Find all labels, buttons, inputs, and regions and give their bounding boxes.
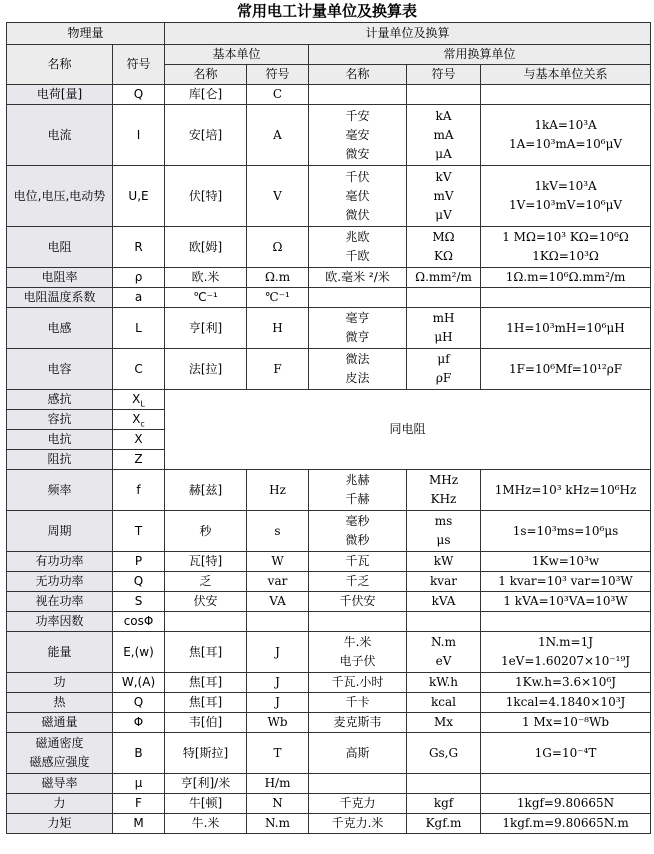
base-unit-symbol: Ω bbox=[247, 227, 309, 268]
quantity-name: 阻抗 bbox=[7, 450, 113, 470]
relation-to-base-unit: 1kgf.m=9.80665N.m bbox=[481, 814, 651, 834]
base-unit-symbol: Ω.m bbox=[247, 268, 309, 288]
relation-to-base-unit bbox=[481, 288, 651, 308]
quantity-symbol: Z bbox=[113, 450, 165, 470]
relation-to-base-unit: 1 MΩ=10³ KΩ=10⁶Ω 1KΩ=10³Ω bbox=[481, 227, 651, 268]
common-unit-name: 兆赫 千赫 bbox=[309, 470, 407, 511]
quantity-symbol: X bbox=[113, 430, 165, 450]
common-unit-name: 千克力 bbox=[309, 794, 407, 814]
common-unit-symbol: ms μs bbox=[407, 511, 481, 552]
header-quantity-name: 名称 bbox=[7, 45, 113, 85]
quantity-symbol: $X_L$ bbox=[113, 390, 165, 410]
base-unit-symbol: Wb bbox=[247, 713, 309, 733]
table-row bbox=[7, 612, 651, 632]
base-unit-symbol: H bbox=[247, 308, 309, 349]
base-unit-name: 瓦[特] bbox=[165, 552, 247, 572]
base-unit-name: ℃⁻¹ bbox=[165, 288, 247, 308]
base-unit-symbol: H/m bbox=[247, 774, 309, 794]
quantity-name: 电荷[量] bbox=[7, 85, 113, 105]
quantity-symbol: M bbox=[113, 814, 165, 834]
header-base-name: 名称 bbox=[165, 65, 247, 85]
base-unit-name bbox=[165, 612, 247, 632]
quantity-name: 力 bbox=[7, 794, 113, 814]
quantity-name: 电阻温度系数 bbox=[7, 288, 113, 308]
base-unit-symbol: A bbox=[247, 105, 309, 166]
quantity-name: 电感 bbox=[7, 308, 113, 349]
base-unit-symbol: J bbox=[247, 632, 309, 673]
common-unit-name: 兆欧 千欧 bbox=[309, 227, 407, 268]
quantity-symbol: E,(w) bbox=[113, 632, 165, 673]
header-physical-quantity: 物理量 bbox=[7, 23, 165, 45]
common-unit-name bbox=[309, 85, 407, 105]
table-row bbox=[7, 814, 651, 834]
table-row bbox=[7, 227, 651, 268]
relation-to-base-unit: 1Kw=10³w bbox=[481, 552, 651, 572]
table-row bbox=[7, 592, 651, 612]
table-title: 常用电工计量单位及换算表 bbox=[236, 2, 417, 20]
quantity-name: 无功功率 bbox=[7, 572, 113, 592]
base-unit-symbol: C bbox=[247, 85, 309, 105]
header-common-symbol: 符号 bbox=[407, 65, 481, 85]
header-common-units: 常用换算单位 bbox=[309, 45, 651, 65]
table-row bbox=[7, 693, 651, 713]
quantity-name: 功 bbox=[7, 673, 113, 693]
relation-to-base-unit bbox=[481, 612, 651, 632]
base-unit-symbol: J bbox=[247, 693, 309, 713]
base-unit-name: 赫[兹] bbox=[165, 470, 247, 511]
quantity-symbol: P bbox=[113, 552, 165, 572]
table-row bbox=[7, 288, 651, 308]
quantity-name: 磁通密度 磁感应强度 bbox=[7, 733, 113, 774]
relation-to-base-unit: 1kgf=9.80665N bbox=[481, 794, 651, 814]
common-unit-symbol: kW.h bbox=[407, 673, 481, 693]
common-unit-name: 微法 皮法 bbox=[309, 349, 407, 390]
common-unit-name: 欧.毫米 ²/米 bbox=[309, 268, 407, 288]
common-unit-symbol: kVA bbox=[407, 592, 481, 612]
table-row bbox=[7, 268, 651, 288]
common-unit-symbol: kgf bbox=[407, 794, 481, 814]
header-common-name: 名称 bbox=[309, 65, 407, 85]
relation-to-base-unit: 1Kw.h=3.6×10⁶J bbox=[481, 673, 651, 693]
base-unit-symbol: VA bbox=[247, 592, 309, 612]
table-row bbox=[7, 390, 651, 410]
common-unit-symbol: μf ρF bbox=[407, 349, 481, 390]
relation-to-base-unit: 1H=10³mH=10⁶μH bbox=[481, 308, 651, 349]
base-unit-name: 伏[特] bbox=[165, 166, 247, 227]
base-unit-symbol: F bbox=[247, 349, 309, 390]
relation-to-base-unit: 1s=10³ms=10⁶μs bbox=[481, 511, 651, 552]
base-unit-name: 安[培] bbox=[165, 105, 247, 166]
base-unit-name: 焦[耳] bbox=[165, 693, 247, 713]
base-unit-name: 焦[耳] bbox=[165, 673, 247, 693]
quantity-name: 周期 bbox=[7, 511, 113, 552]
quantity-name: 电抗 bbox=[7, 430, 113, 450]
common-unit-symbol: Ω.mm²/m bbox=[407, 268, 481, 288]
relation-to-base-unit: 1N.m=1J 1eV=1.60207×10⁻¹⁹J bbox=[481, 632, 651, 673]
base-unit-name: 牛.米 bbox=[165, 814, 247, 834]
relation-to-base-unit: 1kV=10³A 1V=10³mV=10⁶μV bbox=[481, 166, 651, 227]
common-unit-name bbox=[309, 288, 407, 308]
common-unit-name: 麦克斯韦 bbox=[309, 713, 407, 733]
relation-to-base-unit: 1kcal=4.1840×10³J bbox=[481, 693, 651, 713]
base-unit-symbol: T bbox=[247, 733, 309, 774]
base-unit-name: 韦[伯] bbox=[165, 713, 247, 733]
common-unit-name bbox=[309, 774, 407, 794]
base-unit-name: 乏 bbox=[165, 572, 247, 592]
base-unit-symbol: Hz bbox=[247, 470, 309, 511]
table-row bbox=[7, 166, 651, 227]
quantity-symbol: S bbox=[113, 592, 165, 612]
table-row bbox=[7, 632, 651, 673]
common-unit-symbol bbox=[407, 612, 481, 632]
header-base-symbol: 符号 bbox=[247, 65, 309, 85]
common-unit-symbol: mH μH bbox=[407, 308, 481, 349]
quantity-name: 功率因数 bbox=[7, 612, 113, 632]
quantity-symbol: Q bbox=[113, 572, 165, 592]
base-unit-name: 欧[姆] bbox=[165, 227, 247, 268]
table-row bbox=[7, 511, 651, 552]
table-row bbox=[7, 572, 651, 592]
table-row bbox=[7, 85, 651, 105]
table-row bbox=[7, 349, 651, 390]
table-row bbox=[7, 308, 651, 349]
common-unit-symbol bbox=[407, 288, 481, 308]
common-unit-symbol: kA mA μA bbox=[407, 105, 481, 166]
quantity-symbol: f bbox=[113, 470, 165, 511]
quantity-symbol: R bbox=[113, 227, 165, 268]
base-unit-name: 焦[耳] bbox=[165, 632, 247, 673]
common-unit-name: 千安 毫安 微安 bbox=[309, 105, 407, 166]
base-unit-name: 伏安 bbox=[165, 592, 247, 612]
base-unit-symbol: ℃⁻¹ bbox=[247, 288, 309, 308]
base-unit-symbol: s bbox=[247, 511, 309, 552]
quantity-symbol: Q bbox=[113, 85, 165, 105]
common-unit-name: 千瓦.小时 bbox=[309, 673, 407, 693]
quantity-symbol: U,E bbox=[113, 166, 165, 227]
base-unit-name: 秒 bbox=[165, 511, 247, 552]
quantity-name: 电位,电压,电动势 bbox=[7, 166, 113, 227]
table-row bbox=[7, 794, 651, 814]
quantity-symbol: Q bbox=[113, 693, 165, 713]
common-unit-name: 毫秒 微秒 bbox=[309, 511, 407, 552]
common-unit-symbol: kW bbox=[407, 552, 481, 572]
table-row bbox=[7, 733, 651, 774]
quantity-symbol: ρ bbox=[113, 268, 165, 288]
common-unit-name: 牛.米 电子伏 bbox=[309, 632, 407, 673]
table-row bbox=[7, 774, 651, 794]
quantity-name: 电阻 bbox=[7, 227, 113, 268]
common-unit-symbol: kV mV μV bbox=[407, 166, 481, 227]
header-base-unit: 基本单位 bbox=[165, 45, 309, 65]
common-unit-name bbox=[309, 612, 407, 632]
table-row bbox=[7, 105, 651, 166]
header-relation: 与基本单位关系 bbox=[481, 65, 651, 85]
base-unit-name: 库[仑] bbox=[165, 85, 247, 105]
common-unit-name: 千瓦 bbox=[309, 552, 407, 572]
quantity-name: 电流 bbox=[7, 105, 113, 166]
base-unit-symbol: var bbox=[247, 572, 309, 592]
common-unit-name: 千克力.米 bbox=[309, 814, 407, 834]
common-unit-symbol: Gs,G bbox=[407, 733, 481, 774]
common-unit-name: 千卡 bbox=[309, 693, 407, 713]
table-row bbox=[7, 673, 651, 693]
common-unit-name: 千乏 bbox=[309, 572, 407, 592]
quantity-symbol: I bbox=[113, 105, 165, 166]
quantity-symbol: cosΦ bbox=[113, 612, 165, 632]
header-units-and-conversion: 计量单位及换算 bbox=[165, 23, 651, 45]
common-unit-name: 高斯 bbox=[309, 733, 407, 774]
relation-to-base-unit: 1G=10⁻⁴T bbox=[481, 733, 651, 774]
quantity-symbol: T bbox=[113, 511, 165, 552]
base-unit-name: 法[拉] bbox=[165, 349, 247, 390]
common-unit-symbol: kvar bbox=[407, 572, 481, 592]
base-unit-name: 亨[利] bbox=[165, 308, 247, 349]
relation-to-base-unit bbox=[481, 774, 651, 794]
quantity-name: 力矩 bbox=[7, 814, 113, 834]
quantity-symbol: Φ bbox=[113, 713, 165, 733]
quantity-symbol: B bbox=[113, 733, 165, 774]
quantity-symbol: a bbox=[113, 288, 165, 308]
quantity-symbol: C bbox=[113, 349, 165, 390]
quantity-name: 感抗 bbox=[7, 390, 113, 410]
quantity-name: 频率 bbox=[7, 470, 113, 511]
quantity-symbol: F bbox=[113, 794, 165, 814]
header-quantity-symbol: 符号 bbox=[113, 45, 165, 85]
common-unit-symbol bbox=[407, 85, 481, 105]
base-unit-symbol bbox=[247, 612, 309, 632]
quantity-name: 热 bbox=[7, 693, 113, 713]
reactance-same-as-resistance-note: 同电阻 bbox=[165, 390, 651, 470]
common-unit-name: 千伏安 bbox=[309, 592, 407, 612]
quantity-name: 视在功率 bbox=[7, 592, 113, 612]
quantity-name: 磁通量 bbox=[7, 713, 113, 733]
relation-to-base-unit: 1 Mx=10⁻⁸Wb bbox=[481, 713, 651, 733]
common-unit-symbol: Mx bbox=[407, 713, 481, 733]
base-unit-symbol: J bbox=[247, 673, 309, 693]
base-unit-name: 欧.米 bbox=[165, 268, 247, 288]
quantity-name: 磁导率 bbox=[7, 774, 113, 794]
table-row bbox=[7, 552, 651, 572]
table-row bbox=[7, 470, 651, 511]
base-unit-name: 特[斯拉] bbox=[165, 733, 247, 774]
base-unit-symbol: N.m bbox=[247, 814, 309, 834]
relation-to-base-unit: 1Ω.m=10⁶Ω.mm²/m bbox=[481, 268, 651, 288]
quantity-symbol: W,(A) bbox=[113, 673, 165, 693]
quantity-symbol: μ bbox=[113, 774, 165, 794]
relation-to-base-unit: 1F=10⁶Mf=10¹²ρF bbox=[481, 349, 651, 390]
quantity-name: 有功功率 bbox=[7, 552, 113, 572]
common-unit-name: 千伏 毫伏 微伏 bbox=[309, 166, 407, 227]
base-unit-symbol: N bbox=[247, 794, 309, 814]
unit-conversion-table bbox=[6, 22, 651, 834]
common-unit-symbol: kcal bbox=[407, 693, 481, 713]
base-unit-name: 牛[顿] bbox=[165, 794, 247, 814]
relation-to-base-unit bbox=[481, 85, 651, 105]
base-unit-name: 亨[利]/米 bbox=[165, 774, 247, 794]
quantity-symbol: L bbox=[113, 308, 165, 349]
quantity-name: 电容 bbox=[7, 349, 113, 390]
quantity-name: 容抗 bbox=[7, 410, 113, 430]
common-unit-symbol: MHz KHz bbox=[407, 470, 481, 511]
quantity-name: 能量 bbox=[7, 632, 113, 673]
quantity-name: 电阻率 bbox=[7, 268, 113, 288]
quantity-symbol: $X_c$ bbox=[113, 410, 165, 430]
common-unit-name: 毫亨 微亨 bbox=[309, 308, 407, 349]
common-unit-symbol: N.m eV bbox=[407, 632, 481, 673]
common-unit-symbol: Kgf.m bbox=[407, 814, 481, 834]
relation-to-base-unit: 1kA=10³A 1A=10³mA=10⁶μV bbox=[481, 105, 651, 166]
common-unit-symbol: MΩ KΩ bbox=[407, 227, 481, 268]
base-unit-symbol: W bbox=[247, 552, 309, 572]
table-row bbox=[7, 713, 651, 733]
base-unit-symbol: V bbox=[247, 166, 309, 227]
common-unit-symbol bbox=[407, 774, 481, 794]
relation-to-base-unit: 1MHz=10³ kHz=10⁶Hz bbox=[481, 470, 651, 511]
relation-to-base-unit: 1 kvar=10³ var=10³W bbox=[481, 572, 651, 592]
relation-to-base-unit: 1 kVA=10³VA=10³W bbox=[481, 592, 651, 612]
